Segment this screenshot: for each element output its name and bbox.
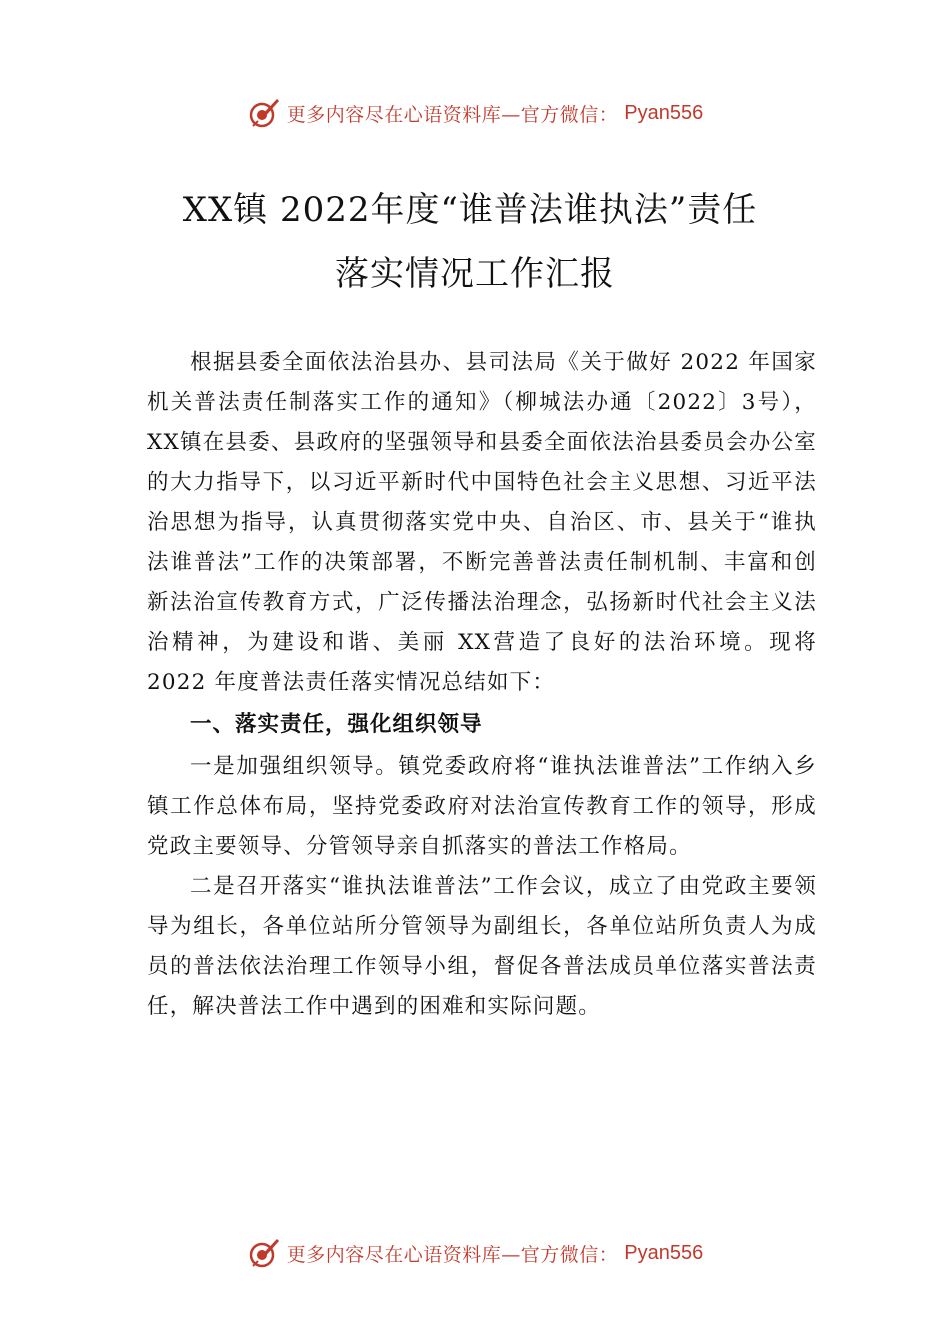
quill-seal-icon (247, 1236, 281, 1270)
document-body (147, 343, 817, 1027)
watermark-footer (0, 1236, 950, 1270)
section-1-heading: 一、落实责任，强化组织领导 (190, 712, 483, 737)
intro-paragraph: 根据县委全面依法治县办、县司法局《关于做好 2022 年国家机关普法责任制落实工作的通知》（柳城法办通〔2022〕3号），XX镇在县委、县政府的坚强领导和县委全面依法治县委员会办公室的大力指导下，以习近平新时代中国特色社会主义思想、习近平法治思想为指导，认真贯彻落实党中央、自治区、市、县关于“谁执法谁普法”工作的决策部署，不断完善普法责任制机制、丰富和创新法治宣传教育方式，广泛传播法治理念，弘扬新时代社会主义法治精神，为建设和谐、美丽 XX营造了良好的法治环境。现将 2022 年度普法责任落实情况总结如下： (147, 350, 817, 695)
quill-seal-icon (247, 96, 281, 130)
document-title-line-2: 落实情况工作汇报 (335, 254, 615, 294)
watermark-wechat-id: Pyan556 (624, 101, 704, 124)
watermark-header (0, 96, 950, 130)
document-title-line-1: XX镇 2022年度“谁普法谁执法”责任 (182, 190, 758, 230)
watermark-wechat-id: Pyan556 (624, 1241, 704, 1264)
watermark-text: 更多内容尽在心语资料库—官方微信： (286, 1243, 619, 1266)
watermark-text: 更多内容尽在心语资料库—官方微信： (286, 103, 619, 126)
section-1-paragraph-1: 一是加强组织领导。镇党委政府将“谁执法谁普法”工作纳入乡镇工作总体布局，坚持党委政府对法治宣传教育工作的领导，形成党政主要领导、分管领导亲自抓落实的普法工作格局。 (147, 754, 817, 859)
section-1-paragraph-2: 二是召开落实“谁执法谁普法”工作会议，成立了由党政主要领导为组长，各单位站所分管领导为副组长，各单位站所负责人为成员的普法依法治理工作领导小组，督促各普法成员单位落实普法责任，解决普法工作中遇到的困难和实际问题。 (147, 874, 817, 1019)
